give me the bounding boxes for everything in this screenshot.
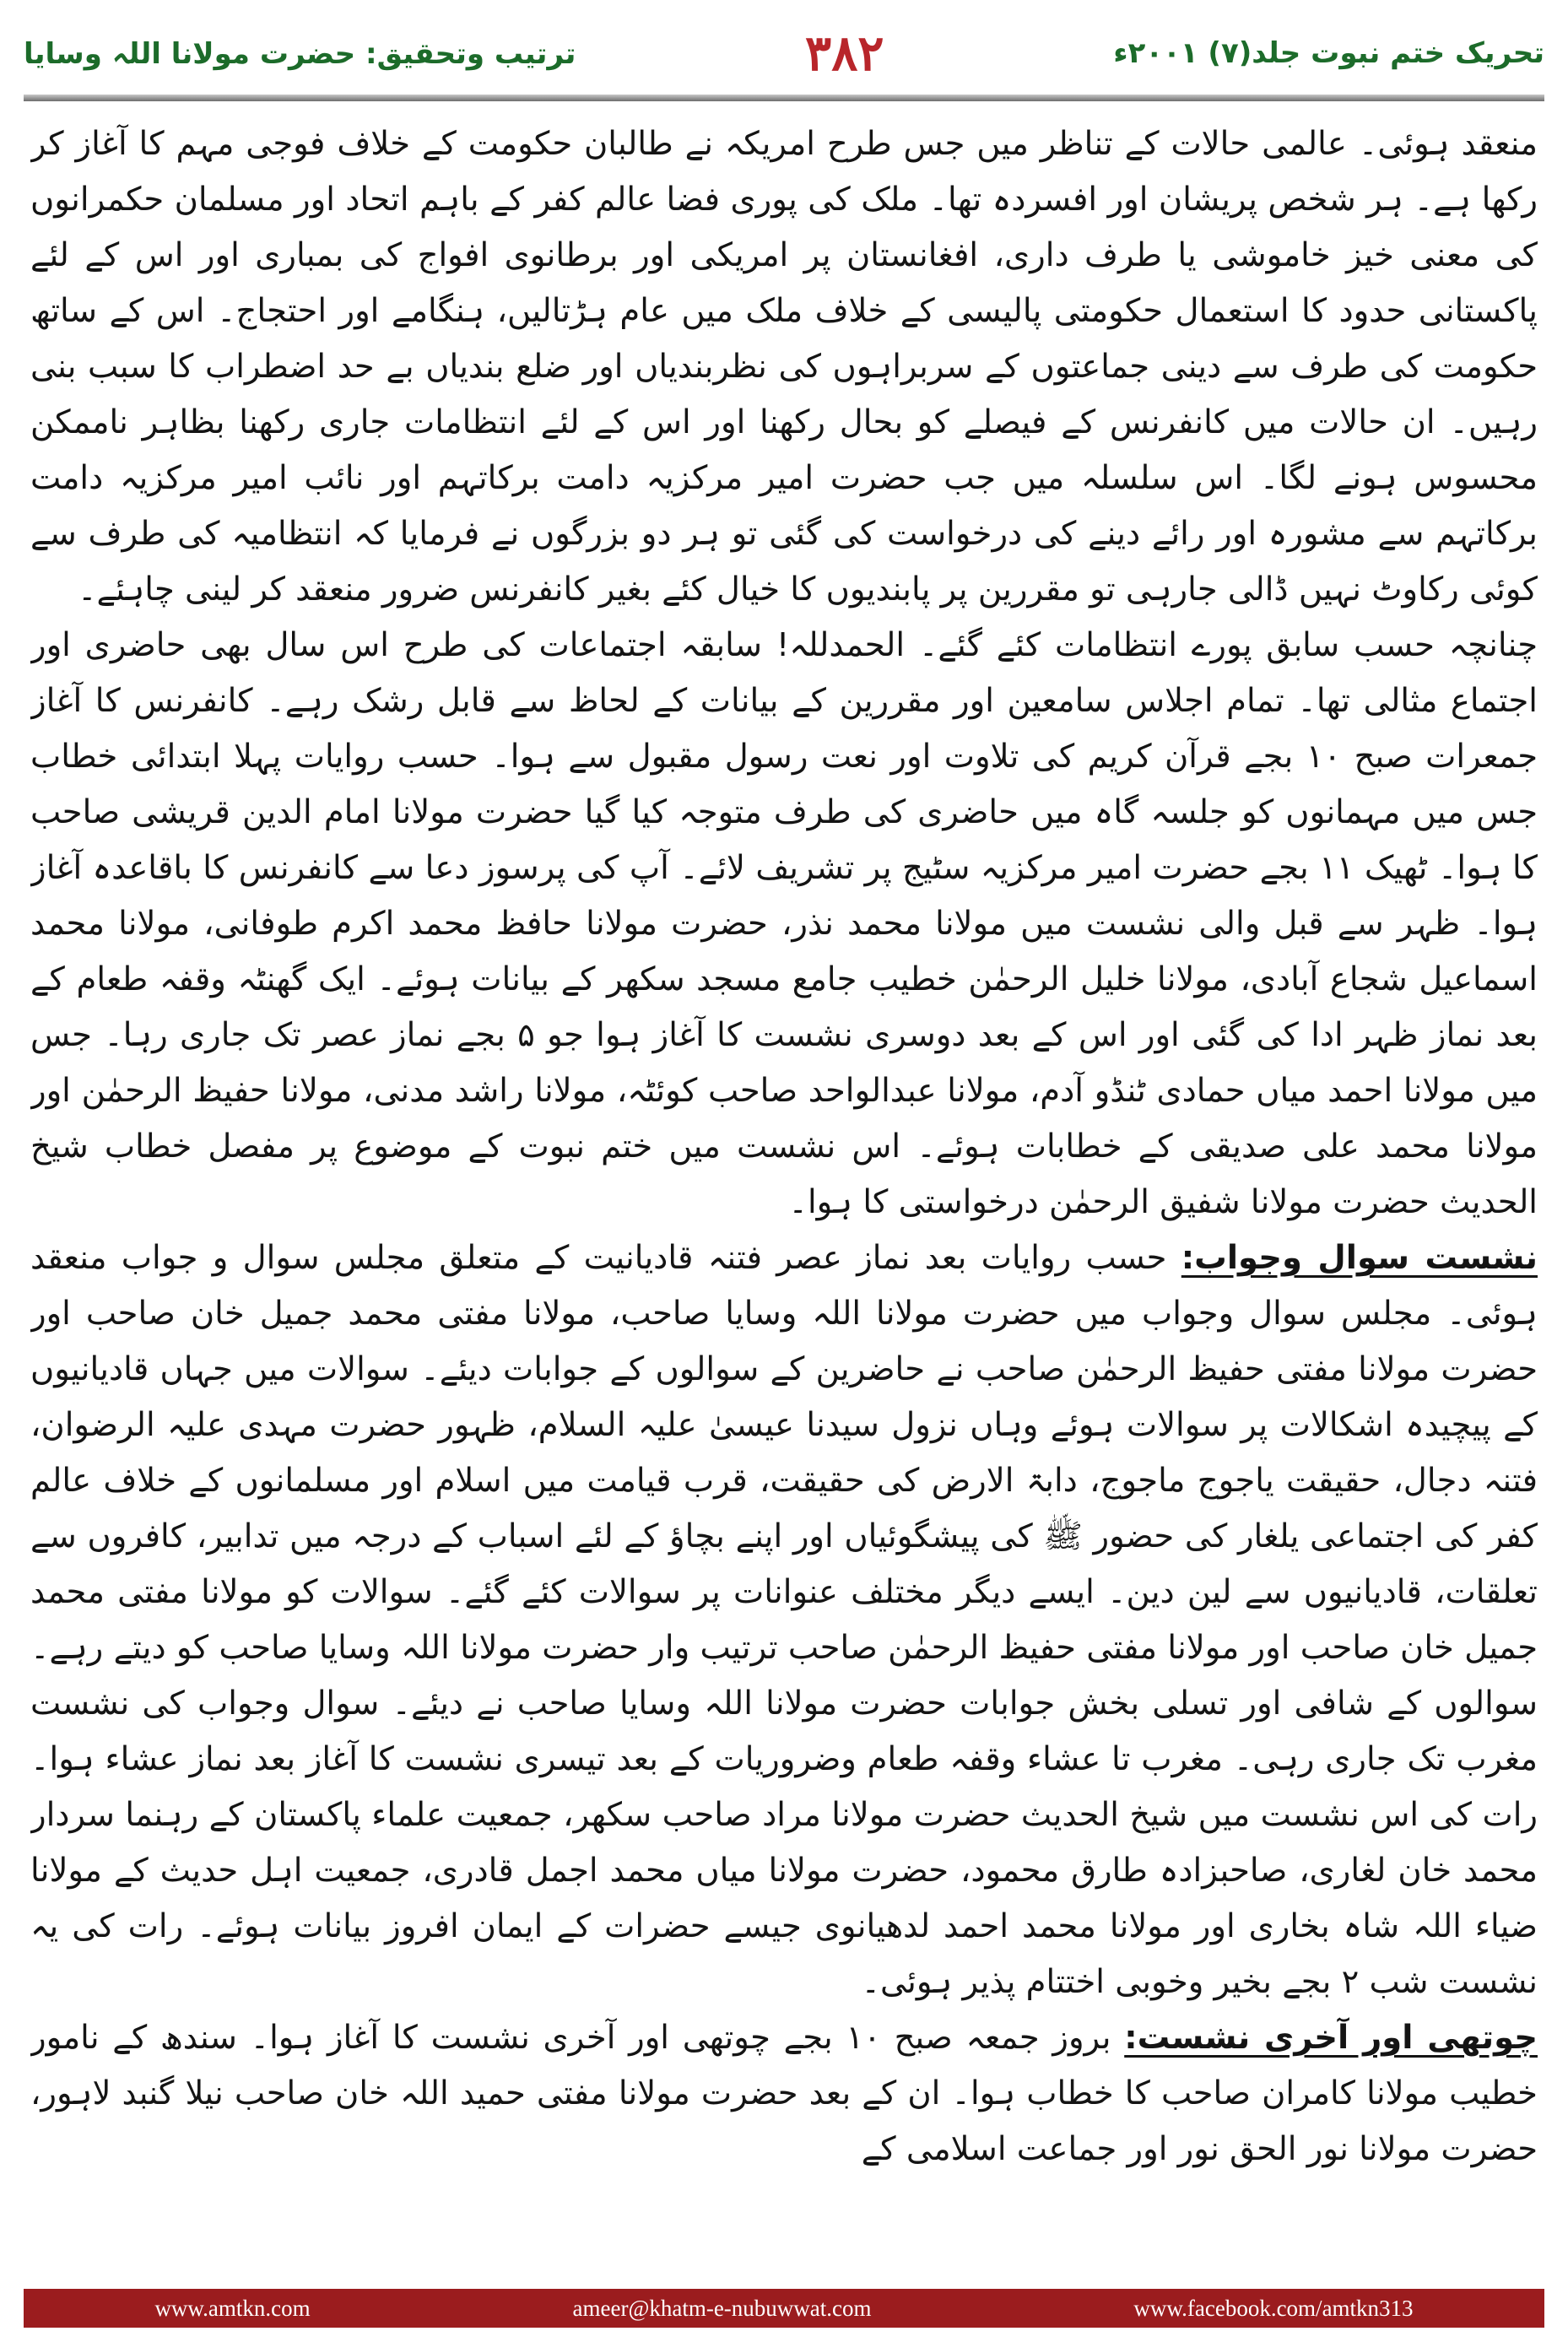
paragraph-context: منعقد ہوئی۔ عالمی حالات کے تناظر میں جس طرح امریکہ نے طالبان حکومت کے خلاف فوجی مہم کا آغاز کر رکھا ہے۔ ہر شخص پریشان اور افسردہ تھا۔ ملک کی پوری فضا عالم کفر کے باہم اتحاد اور مسلمان حکمرانوں کی معنی خیز خاموشی یا طرف داری، افغانستان پر امریکی اور برطانوی افواج کی بمباری اور اس کے لئے پاکستانی حدود کا استعمال حکومتی پالیسی کے خلاف ملک میں عام ہڑتالیں، ہنگامے اور احتجاج۔ اس کے ساتھ حکومت کی طرف سے دینی جماعتوں کے سربراہوں کی نظربندیاں اور ضلع بندیاں بے حد اضطراب کا سبب بنی رہیں۔ ان حالات میں کانفرنس کے فیصلے کو بحال رکھنا اور اس کے لئے انتظامات جاری رکھنا بظاہر ناممکن محسوس ہونے لگا۔ اس سلسلہ میں جب حضرت امیر مرکزیہ دامت برکاتہم اور نائب امیر مرکزیہ دامت برکاتہم سے مشورہ اور رائے دینے کی درخواست کی گئی تو ہر دو بزرگوں نے فرمایا کہ انتظامیہ کی طرف سے کوئی رکاوٹ نہیں ڈالی جارہی تو مقررین پر پابندیوں کا خیال کئے بغیر کانفرنس ضرور منعقد کر لینی چاہئے۔ [30, 125, 1538, 608]
paragraph-final-session [30, 2010, 1538, 2177]
header-book-title: تحریک ختم نبوت جلد(۷) ۲۰۰۱ء [1113, 36, 1544, 70]
paragraph-first-session: چنانچہ حسب سابق پورے انتظامات کئے گئے۔ الحمدللہ! سابقہ اجتماعات کی طرح اس سال بھی حاضری اور اجتماع مثالی تھا۔ تمام اجلاس سامعین اور مقررین کے بیانات کے لحاظ سے قابل رشک رہے۔ کانفرنس کا آغاز جمعرات صبح ۱۰ بجے قرآن کریم کی تلاوت اور نعت رسول مقبول سے ہوا۔ حسب روایات پہلا ابتدائی خطاب جس میں مہمانوں کو جلسہ گاہ میں حاضری کی طرف متوجہ کیا گیا حضرت مولانا امام الدین قریشی صاحب کا ہوا۔ ٹھیک ۱۱ بجے حضرت امیر مرکزیہ سٹیج پر تشریف لائے۔ آپ کی پرسوز دعا سے کانفرنس کا باقاعدہ آغاز ہوا۔ ظہر سے قبل والی نشست میں مولانا محمد نذر، حضرت مولانا حافظ محمد اکرم طوفانی، مولانا محمد اسماعیل شجاع آبادی، مولانا خلیل الرحمٰن خطیب جامع مسجد سکھر کے بیانات ہوئے۔ ایک گھنٹہ وقفہ طعام کے بعد نماز ظہر ادا کی گئی اور اس کے بعد دوسری نشست کا آغاز ہوا جو ۵ بجے نماز عصر تک جاری رہا۔ جس میں مولانا احمد میاں حمادی ٹنڈو آدم، مولانا عبدالواحد صاحب کوئٹہ، مولانا راشد مدنی، مولانا حفیظ الرحمٰن اور مولانا محمد علی صدیقی کے خطابات ہوئے۔ اس نشست میں ختم نبوت کے موضوع پر مفصل خطاب شیخ الحدیث حضرت مولانا شفیق الرحمٰن درخواستی کا ہوا۔ [30, 626, 1538, 1221]
footer-email-link[interactable]: ameer@khatm-e-nubuwwat.com [572, 2295, 872, 2321]
footer-website-link[interactable]: www.amtkn.com [154, 2295, 311, 2321]
qa-session-text: حسب روایات بعد نماز عصر فتنہ قادیانیت کے متعلق مجلس سوال و جواب منعقد ہوئی۔ مجلس سوال وجواب میں حضرت مولانا اللہ وسایا صاحب، مولانا مفتی محمد جمیل خان صاحب اور حضرت مولانا مفتی حفیظ الرحمٰن صاحب نے حاضرین کے سوالوں کے جوابات دیئے۔ سوالات میں جہاں قادیانیوں کے پیچیدہ اشکالات پر سوالات ہوئے وہاں نزول سیدنا عیسیٰ علیہ السلام، ظہور حضرت مہدی علیہ الرضوان، فتنہ دجال، حقیقت یاجوج ماجوج، دابۃ الارض کی حقیقت، قرب قیامت میں اسلام اور مسلمانوں کے خلاف عالم کفر کی اجتماعی یلغار کی حضور ﷺ کی پیشگوئیاں اور اپنے بچاؤ کے لئے اسباب کے درجہ میں تدابیر، کافروں سے تعلقات، قادیانیوں سے لین دین۔ ایسے دیگر مختلف عنوانات پر سوالات کئے گئے۔ سوالات کو مولانا مفتی محمد جمیل خان صاحب اور مولانا مفتی حفیظ الرحمٰن صاحب ترتیب وار حضرت مولانا اللہ وسایا صاحب کو دیتے رہے۔ سوالوں کے شافی اور تسلی بخش جوابات حضرت مولانا اللہ وسایا صاحب نے دیئے۔ سوال وجواب کی نشست مغرب تک جاری رہی۔ مغرب تا عشاء وقفہ طعام وضروریات کے بعد تیسری نشست کا آغاز بعد نماز عشاء ہوا۔ رات کی اس نشست میں شیخ الحدیث حضرت مولانا مراد صاحب سکھر، جمعیت علماء پاکستان کے رہنما سردار محمد خان لغاری، صاحبزادہ طارق محمود، حضرت مولانا میاں محمد اجمل قادری، جمعیت اہل حدیث کے مولانا ضیاء اللہ شاہ بخاری اور مولانا محمد احمد لدھیانوی جیسے حضرات کے ایمان افروز بیانات ہوئے۔ رات کی یہ نشست شب ۲ بجے بخیر وخوبی اختتام پذیر ہوئی۔ [30, 1239, 1538, 2001]
final-session-text: بروز جمعہ صبح ۱۰ بجے چوتھی اور آخری نشست کا آغاز ہوا۔ سندھ کے نامور خطیب مولانا کامران صاحب کا خطاب ہوا۔ ان کے بعد حضرت مولانا مفتی حمید اللہ خان صاحب نیلا گنبد لاہور، حضرت مولانا نور الحق نور اور جماعت اسلامی کے [30, 2019, 1538, 2168]
header-compiler: ترتیب وتحقیق: حضرت مولانا اللہ وسایا [24, 36, 576, 71]
page-footer [24, 2289, 1544, 2328]
header-divider [24, 95, 1544, 101]
page-number: ۳۸۲ [805, 24, 884, 82]
page-header [24, 12, 1544, 95]
footer-facebook-link[interactable]: www.facebook.com/amtkn313 [1133, 2295, 1414, 2321]
article-body [30, 116, 1538, 2258]
qa-session-heading: نشست سوال وجواب: [1181, 1239, 1538, 1277]
final-session-heading: چوتھی اور آخری نشست: [1124, 2019, 1538, 2057]
paragraph-qa-session [30, 1230, 1538, 2010]
